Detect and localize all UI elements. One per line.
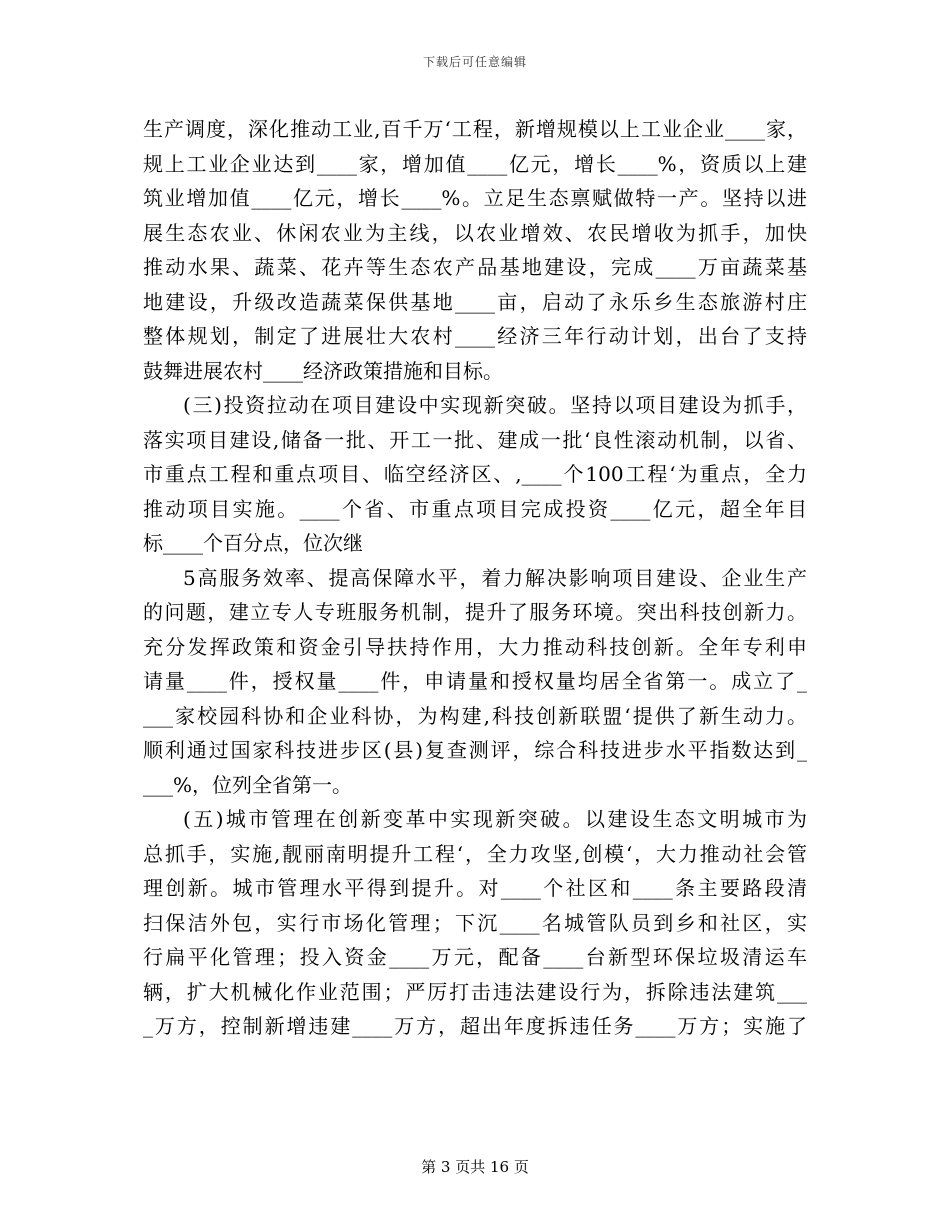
text-line: 行扁平化管理；投入资金____万元，配备____台新型环保垃圾清运车 [143, 945, 807, 969]
text-line: 辆，扩大机械化作业范围；严厉打击违法建设行为，拆除违法建筑___ [143, 979, 807, 1004]
text-line: 规上工业企业达到____家，增加值____亿元，增长____%，资质以上建 [143, 151, 807, 176]
text-line: 的问题，建立专人专班服务机制，提升了服务环境。突出科技创新力。 [143, 600, 807, 624]
text-line: 请量____件，授权量____件，申请量和授权量均居全省第一。成立了_ [143, 669, 807, 693]
text-line: 落实项目建设,储备一批、开工一批、建成一批‘良性滚动机制，以省、 [143, 427, 807, 452]
text-line: ___家校园科协和企业科协，为构建,科技创新联盟‘提供了新生动力。 [143, 703, 807, 728]
text-line: 推动项目实施。____个省、市重点项目完成投资____亿元，超全年目 [143, 496, 807, 521]
text-line: 顺利通过国家科技进步区(县)复查测评，综合科技进步水平指数达到_ [143, 738, 807, 762]
text-line: 扫保洁外包，实行市场化管理；下沉____名城管队员到乡和社区，实 [143, 910, 807, 935]
document-body [143, 112, 807, 1044]
text-line: 地建设，升级改造蔬菜保供基地____亩，启动了永乐乡生态旅游村庄 [143, 289, 807, 314]
text-line: 推动水果、蔬菜、花卉等生态农产品基地建设，完成____万亩蔬菜基 [143, 255, 807, 279]
page-header: 下载后可任意编辑 [422, 55, 527, 69]
text-line: 生产调度，深化推动工业,百千万‘工程，新增规模以上工业企业____家， [143, 117, 807, 141]
text-line: 鼓舞进展农村____经济政策措施和目标。 [143, 358, 503, 383]
text-line: (三)投资拉动在项目建设中实现新突破。坚持以项目建设为抓手， [183, 393, 807, 417]
text-line: _万方，控制新增违建____万方，超出年度拆违任务____万方；实施了 [143, 1014, 807, 1038]
page-footer: 第 3 页共 16 页 [421, 1158, 529, 1176]
text-line: (五)城市管理在创新变革中实现新突破。以建设生态文明城市为 [183, 807, 807, 831]
text-line: 市重点工程和重点项目、临空经济区、,____个100工程‘为重点，全力 [143, 462, 807, 486]
text-line: 展生态农业、休闲农业为主线，以农业增效、农民增收为抓手，加快 [143, 220, 807, 245]
text-line: 5高服务效率、提高保障水平，着力解决影响项目建设、企业生产 [183, 565, 807, 590]
text-line: 总抓手，实施,靓丽南明提升工程‘，全力攻坚,创模‘，大力推动社会管 [143, 841, 807, 866]
text-line: 充分发挥政策和资金引导扶持作用，大力推动科技创新。全年专利申 [143, 634, 807, 659]
text-line: ___%，位列全省第一。 [143, 772, 353, 797]
text-line: 标____个百分点，位次继 [143, 531, 363, 555]
text-line: 整体规划，制定了进展壮大农村____经济三年行动计划，出台了支持 [143, 324, 807, 348]
text-line: 理创新。城市管理水平得到提升。对____个社区和____条主要路段清 [143, 876, 807, 900]
text-line: 筑业增加值____亿元，增长____%。立足生态禀赋做特一产。坚持以进 [143, 186, 807, 210]
